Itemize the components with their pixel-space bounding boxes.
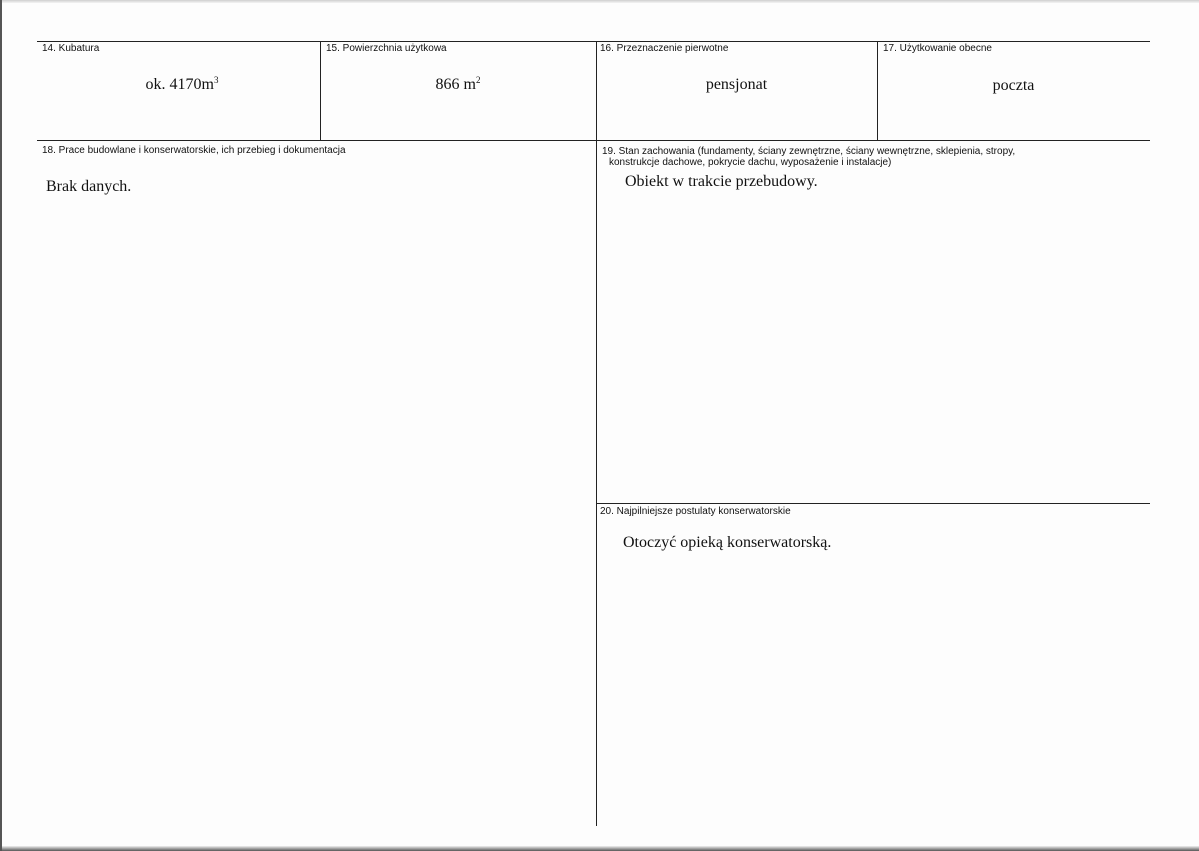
section-20-rule [596,503,1150,504]
uzytkowanie-value: poczta [992,77,1035,94]
kubatura-value [42,76,322,94]
powierzchnia-number: 866 m [435,76,476,93]
postulaty-label: 20. Najpilniejsze postulaty konserwatorskie [600,506,791,517]
kubatura-number: ok. 4170m [145,76,214,93]
scan-edge-bottom [2,846,1199,851]
przeznaczenie-value: pensjonat [705,76,768,93]
uzytkowanie-label: 17. Użytkowanie obecne [883,43,992,54]
powierzchnia-label: 15. Powierzchnia użytkowa [326,43,447,54]
przeznaczenie-label: 16. Przeznaczenie pierwotne [600,43,729,54]
stan-label-line1: 19. Stan zachowania (fundamenty, ściany zewnętrzne, ściany wewnętrzne, sklepienia, stropy, [602,146,1016,157]
powierzchnia-value [320,76,596,94]
row-top-rule [37,41,1150,42]
prace-label: 18. Prace budowlane i konserwatorskie, ich przebieg i dokumentacja [42,145,346,156]
stan-value: Obiekt w trakcie przebudowy. [625,173,818,190]
kubatura-unit-exponent: 3 [213,75,219,85]
prace-value: Brak danych. [46,178,132,195]
postulaty-value: Otoczyć opieką konserwatorską. [623,534,832,551]
kubatura-label: 14. Kubatura [42,43,100,54]
powierzchnia-unit-exponent: 2 [475,75,481,85]
divider-18-19 [596,140,597,826]
stan-label-line2: konstrukcje dachowe, pokrycie dachu, wyposażenie i instalacje) [609,157,892,168]
scan-edge-top [2,0,1199,3]
row-middle-rule [37,140,1150,141]
